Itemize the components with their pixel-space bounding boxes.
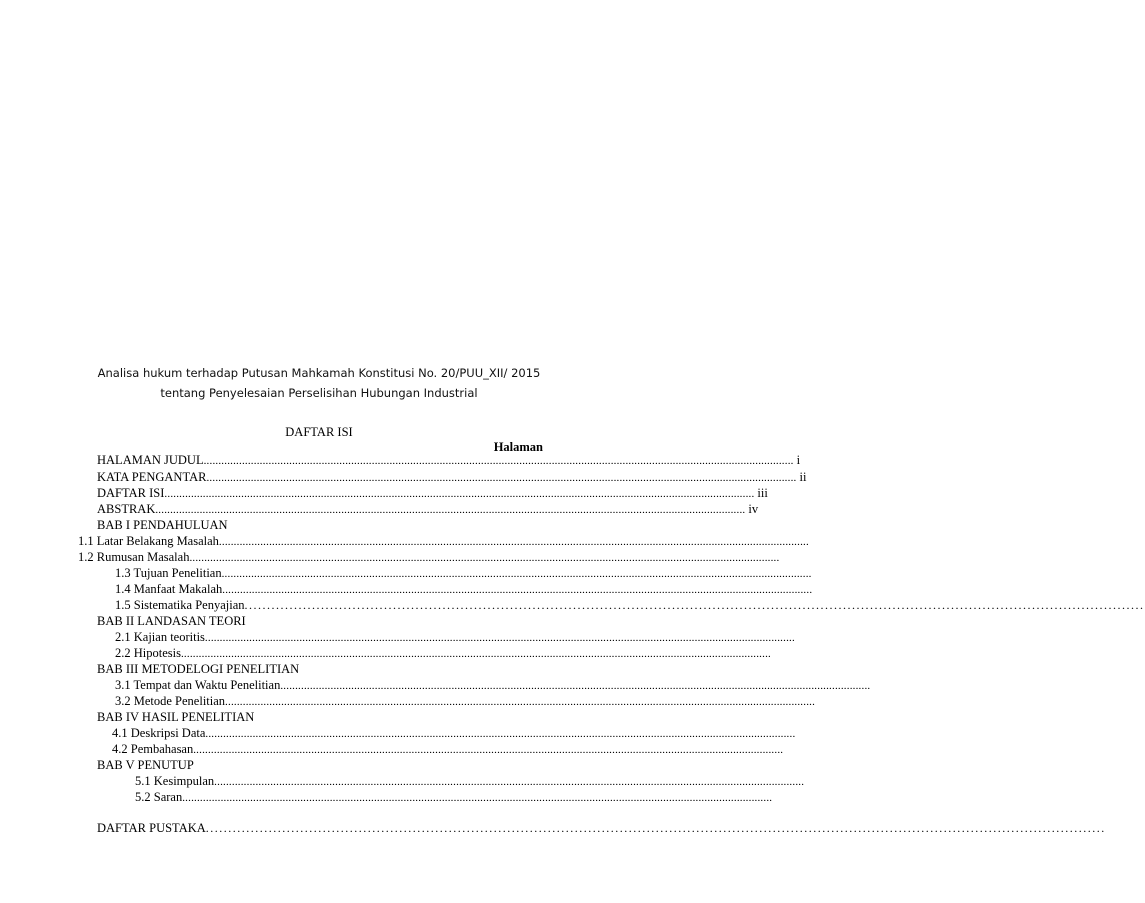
leader-dots: ........................................................................................................................................................................................................ <box>204 632 795 644</box>
leader-dots: ........................................................................................................................................................................................................ <box>206 472 797 484</box>
page-column-label: Halaman <box>493 440 543 454</box>
toc-entry-label: 3.1 Tempat dan Waktu Penelitian <box>115 678 281 692</box>
toc-entry <box>115 645 771 662</box>
toc-entry <box>97 501 759 518</box>
leader-dots: ........................................................................................................................................................................................................ <box>193 744 784 756</box>
toc-entry-label: BAB I PENDAHULUAN <box>97 518 228 532</box>
leader-dots: ........................................................................................................................................................................................................ <box>218 536 809 548</box>
toc-entry-label: KATA PENGANTAR <box>97 470 207 484</box>
toc-entry <box>112 725 796 742</box>
toc-entry-label: 4.2 Pembahasan <box>112 742 194 756</box>
toc-entry-label: 2.2 Hipotesis <box>115 646 181 660</box>
leader-dots: ........................................................................................................................................................................................................ <box>214 776 805 788</box>
toc-entry <box>78 533 809 550</box>
toc-entry-label: 2.1 Kajian teoritis <box>115 630 205 644</box>
title-line-1: Analisa hukum terhadap Putusan Mahkamah Konstitusi No. 20/PUU_XII/ 2015 <box>97 366 541 380</box>
leader-dots: ........................................................................................................................................................................................................ <box>205 821 1106 835</box>
toc-entry <box>115 629 795 646</box>
toc-entry-label: 3.2 Metode Penelitian <box>115 694 226 708</box>
leader-dots: ........................................................................................................................................................................................................ <box>189 552 780 564</box>
toc-entry-label: ABSTRAK <box>97 502 156 516</box>
toc-entry-label: BAB IV HASIL PENELITIAN <box>97 710 255 724</box>
toc-entry-label: 1.2 Rumusan Masalah <box>78 550 190 564</box>
toc-entry <box>97 709 317 726</box>
leader-dots: ........................................................................................................................................................................................................ <box>205 728 796 740</box>
toc-entry-label: 1.5 Sistematika Penyajian <box>115 598 245 612</box>
leader-dots: ........................................................................................................................................................................................................ <box>222 584 813 596</box>
toc-entry <box>97 452 801 469</box>
leader-dots: ........................................................................................................................................................................................................ <box>180 648 771 660</box>
toc-entry-page: i <box>796 453 801 467</box>
toc-entry-page: iii <box>757 486 768 500</box>
toc-entry-label: 1.4 Manfaat Makalah <box>115 582 223 596</box>
toc-entry <box>135 789 773 806</box>
toc-entry-label: BAB III METODELOGI PENELITIAN <box>97 662 300 676</box>
toc-entry-label: 1.3 Tujuan Penelitian <box>115 566 222 580</box>
toc-entry <box>115 597 1145 614</box>
leader-dots: ........................................................................................................................................................................................................ <box>155 504 746 516</box>
leader-dots: ........................................................................................................................................................................................................ <box>164 488 755 500</box>
leader-dots: ........................................................................................................................................................................................................ <box>203 455 794 467</box>
leader-dots: ........................................................................................................................................................................................................ <box>182 792 773 804</box>
toc-entry <box>112 741 784 758</box>
toc-entry-label: 5.1 Kesimpulan <box>135 774 215 788</box>
title-line-2: tentang Penyelesaian Perselisihan Hubungan Industrial <box>160 386 478 400</box>
toc-entry <box>97 820 1106 837</box>
toc-entry-label: BAB II LANDASAN TEORI <box>97 614 246 628</box>
toc-entry <box>97 661 347 678</box>
toc-entry <box>115 677 871 694</box>
toc-entry <box>115 565 812 582</box>
toc-entry <box>115 581 813 598</box>
toc-entry-label: DAFTAR PUSTAKA <box>97 821 206 835</box>
leader-dots: ........................................................................................................................................................................................................ <box>225 696 816 708</box>
toc-entry-page: ii <box>799 470 807 484</box>
toc-entry-label: BAB V PENUTUP <box>97 758 194 772</box>
leader-dots: ........................................................................................................................................................................................................ <box>221 568 812 580</box>
toc-entry-label: 4.1 Deskripsi Data <box>112 726 206 740</box>
toc-entry-label: HALAMAN JUDUL <box>97 453 204 467</box>
leader-dots: ........................................................................................................................................................................................................ <box>244 598 1145 612</box>
toc-entry <box>97 469 807 486</box>
toc-entry <box>135 773 805 790</box>
toc-entry <box>78 549 780 566</box>
toc-heading: DAFTAR ISI <box>285 425 353 439</box>
toc-entry <box>97 517 297 534</box>
toc-entry-label: 5.2 Saran <box>135 790 183 804</box>
toc-entry <box>97 757 297 774</box>
toc-entry-label: DAFTAR ISI <box>97 486 165 500</box>
toc-entry <box>115 693 816 710</box>
toc-entry-page: iv <box>748 502 759 516</box>
toc-entry <box>97 613 297 630</box>
toc-entry-label: 1.1 Latar Belakang Masalah <box>78 534 219 548</box>
toc-entry <box>97 485 768 502</box>
leader-dots: ........................................................................................................................................................................................................ <box>280 680 871 692</box>
